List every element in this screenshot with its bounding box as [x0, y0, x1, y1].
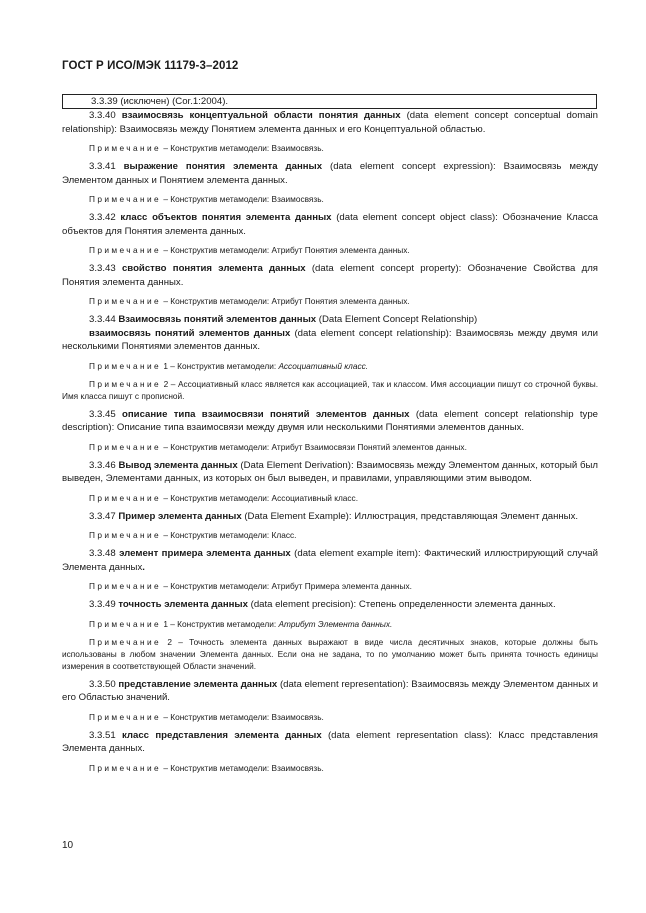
- note: Примечание 1 – Конструктив метамодели: Ассоциативный класс.: [89, 360, 369, 371]
- term-entry: 3.3.41 выражение понятия элемента данных (data element concept expression): Взаимосвязь между Элементом данных и Понятием элемента данных.: [62, 161, 599, 186]
- note: Примечание – Конструктив метамодели: Взаимосвязь.: [89, 194, 324, 204]
- note: Примечание – Конструктив метамодели: Атрибут Взаимосвязи Понятий элементов данных.: [89, 441, 467, 452]
- note: Примечание 1 – Конструктив метамодели: Атрибут Элемента данных.: [89, 618, 393, 629]
- document-header: ГОСТ Р ИСО/МЭК 11179-3–2012: [62, 60, 239, 72]
- note: Примечание – Конструктив метамодели: Атрибут Примера элемента данных.: [89, 581, 412, 591]
- boxed-line: 3.3.39 (исключен) (Cor.1:2004).: [62, 94, 597, 109]
- term-entry: 3.3.49 точность элемента данных (data element precision): Степень определенности элемента данных.: [89, 599, 556, 610]
- note: Примечание – Конструктив метамодели: Ассоциативный класс.: [89, 492, 359, 503]
- term-entry: взаимосвязь понятий элементов данных (data element concept relationship): Взаимосвязь между двумя или несколькими Понятиями элементов данных.: [62, 327, 598, 352]
- term-entry: 3.3.40 взаимосвязь концептуальной области понятия данных (data element concept conceptual domain relationship): Взаимосвязь между Понятием элемента данных и его Концептуальной областью.: [62, 110, 598, 135]
- term-entry: 3.3.50 представление элемента данных (data element representation): Взаимосвязь между Элементом данных и его Областью значений.: [62, 678, 598, 703]
- term-entry: 3.3.45 описание типа взаимосвязи понятий элементов данных (data element concept relationship type description): Описание типа взаимосвязи между двумя или несколькими Понятиями элементов данных.: [62, 408, 598, 433]
- note: Примечание – Конструктив метамодели: Взаимосвязь.: [89, 711, 324, 722]
- term-entry: 3.3.51 класс представления элемента данных (data element representation class): Класс представления Элемента данных.: [62, 729, 598, 754]
- term-entry: 3.3.43 свойство понятия элемента данных (data element concept property): Обозначение Свойства для Понятия элемента данных.: [62, 263, 598, 288]
- note: Примечание 2 – Ассоциативный класс является как ассоциацией, так и классом. Имя ассоциации пишут со строчной буквы. Имя класса пишут с прописной.: [62, 378, 599, 401]
- note: Примечание 2 – Точность элемента данных выражают в виде числа десятичных знаков, которые должны быть использованы в любом значении Элемента данных. Если она не задана, то по умолчанию может быть принята точность единицы измерения в соответствующей Области значений.: [62, 636, 598, 671]
- note: Примечание – Конструктив метамодели: Класс.: [89, 530, 297, 540]
- note: Примечание – Конструктив метамодели: Взаимосвязь.: [89, 143, 324, 153]
- term-entry: 3.3.48 элемент примера элемента данных (data element example item): Фактический иллюстрирующий случай Элемента данных.: [62, 548, 598, 573]
- note: Примечание – Конструктив метамодели: Атрибут Понятия элемента данных.: [89, 296, 410, 306]
- term-entry: 3.3.42 класс объектов понятия элемента данных (data element concept object class): Обозначение Класса объектов для Понятия элемента данных.: [62, 212, 598, 237]
- note: Примечание – Конструктив метамодели: Атрибут Понятия элемента данных.: [89, 245, 410, 255]
- note: Примечание – Конструктив метамодели: Взаимосвязь.: [89, 762, 324, 773]
- term-entry: 3.3.46 Вывод элемента данных (Data Element Derivation): Взаимосвязь между Элементом данных, который был выведен, Элементами данных, из которых он был выведен, и правилами, управляющими этим выводом.: [62, 459, 598, 484]
- page-number: 10: [62, 840, 74, 851]
- term-entry: 3.3.47 Пример элемента данных (Data Element Example): Иллюстрация, представляющая Элемент данных.: [89, 510, 579, 522]
- document-body: [62, 109, 598, 780]
- term-entry: 3.3.44 Взаимосвязь понятий элементов данных (Data Element Concept Relationship): [89, 314, 478, 325]
